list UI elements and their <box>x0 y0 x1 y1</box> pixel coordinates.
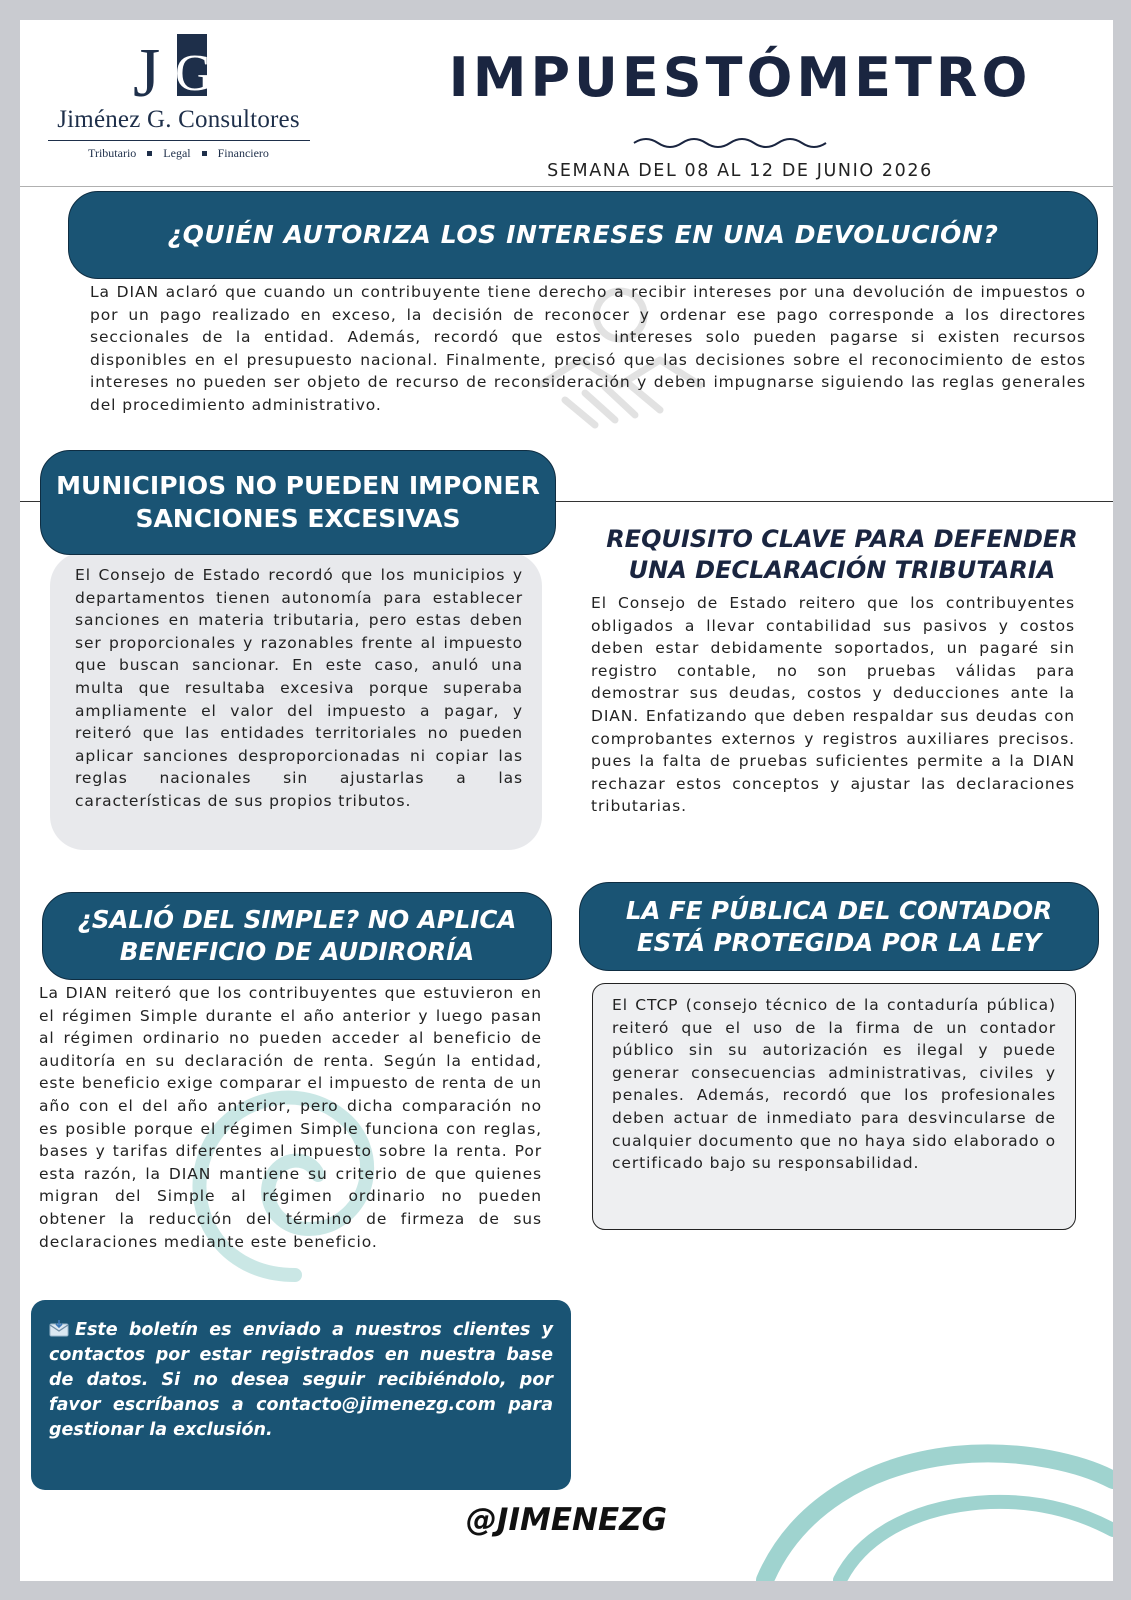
jg-logo-icon <box>125 32 225 104</box>
article-body-simple: La DIAN reiteró que los contribuyentes que estuvieron en el régimen Simple durante el año anterior y luego pasan al régimen ordinario no pueden acceder al beneficio de auditoría en su declaración de renta. Según la entidad, este beneficio exige comparar el impuesto de renta de un año con el del año anterior, pero dicha comparación no es posible porque el régimen Simple funciona con reglas, bases y tarifas diferentes al impuesto sobre la renta. Por esta razón, la DIAN mantiene su criterio de que quienes migran del Simple al régimen ordinario no pueden obtener la reducción del término de firmeza de sus declaraciones mediante este beneficio. <box>39 984 542 1251</box>
swirl-decoration-bottom-right <box>755 1420 1113 1581</box>
svg-text:G: G <box>175 45 213 102</box>
article-body-fe-publica: El CTCP (consejo técnico de la contaduría pública) reiteró que el uso de la firma de un contador público sin su autorización es ilegal y puede generar consecuencias administrativas, civiles y penales. Además, recordó que los profesionales deben actuar de inmediato para desvincularse de cualquier documento que no haya sido elaborado o certificado bajo su responsabilidad. <box>612 996 1056 1173</box>
newsletter-page <box>20 20 1113 1581</box>
company-tagline <box>36 146 321 161</box>
tag-tributario: Tributario <box>88 146 137 160</box>
newsletter-title: IMPUESTÓMETRO <box>448 46 1032 109</box>
unsubscribe-notice <box>31 1300 571 1490</box>
article-title-intereses: ¿QUIÉN AUTORIZA LOS INTERESES EN UNA DEVOLUCIÓN? <box>68 191 1098 279</box>
article-title-simple: ¿SALIÓ DEL SIMPLE? NO APLICA BENEFICIO DE AUDIRORÍA <box>42 892 552 980</box>
social-handle: @JIMENEZG <box>465 1502 668 1538</box>
unsubscribe-notice-text: Este boletín es enviado a nuestros clientes y contactos por estar registrados en nuestra base de datos. Si no desea seguir recibiéndolo, por favor escríbanos a contacto@jimenezg.com para gestionar la exclusión. <box>49 1320 553 1440</box>
logo-divider <box>48 140 310 141</box>
week-range: SEMANA DEL 08 AL 12 DE JUNIO 2026 <box>547 161 933 181</box>
article-title-requisito: REQUISITO CLAVE PARA DEFENDER UNA DECLARACIÓN TRIBUTARIA <box>606 525 1078 584</box>
header-divider <box>20 186 1113 187</box>
article-title-municipios: MUNICIPIOS NO PUEDEN IMPONER SANCIONES EXCESIVAS <box>40 450 556 555</box>
tag-legal: Legal <box>163 146 191 160</box>
company-name: Jiménez G. Consultores <box>57 106 300 133</box>
envelope-icon <box>49 1320 69 1337</box>
article-title-fe-publica: LA FE PÚBLICA DEL CONTADOR ESTÁ PROTEGIDA POR LA LEY <box>579 882 1099 971</box>
article-body-requisito: El Consejo de Estado reitero que los contribuyentes obligados a llevar contabilidad sus pasivos y costos deben estar debidamente soportados, un pagaré sin registro contable, no son pruebas válidas para demostrar sus deudas, costos y deducciones ante la DIAN. Enfatizando que deben respaldar sus deudas con comprobantes externos y registros auxiliares precisos. pues la falta de pruebas suficientes permite a la DIAN rechazar estos conceptos y ajustar las declaraciones tributarias. <box>591 594 1075 816</box>
article-body-municipios: El Consejo de Estado recordó que los municipios y departamentos tienen autonomía para establecer sanciones en materia tributaria, pero estas deben ser proporcionales y razonables frente al impuesto que buscan sancionar. En este caso, anuló una multa que resultaba excesiva porque superaba ampliamente el valor del impuesto a pagar, y reiteró que las entidades territoriales no pueden aplicar sanciones desproporcionadas ni copiar las reglas nacionales sin ajustarlas a las características de sus propios tributos. <box>75 566 523 810</box>
tag-financiero: Financiero <box>217 146 269 160</box>
wave-divider-icon <box>632 136 832 150</box>
svg-text:J: J <box>133 35 161 104</box>
article-body-intereses: La DIAN aclaró que cuando un contribuyente tiene derecho a recibir intereses por una devolución de impuestos o por un pago realizado en exceso, la decisión de reconocer y ordenar ese pago corresponde a los directores seccionales de la entidad. Además, recordó que estos intereses solo pueden pagarse si existen recursos disponibles en el presupuesto nacional. Finalmente, precisó que las decisiones sobre el reconocimiento de estos intereses no pueden ser objeto de recurso de reconsideración y deben impugnarse siguiendo las reglas generales del procedimiento administrativo. <box>90 283 1086 414</box>
